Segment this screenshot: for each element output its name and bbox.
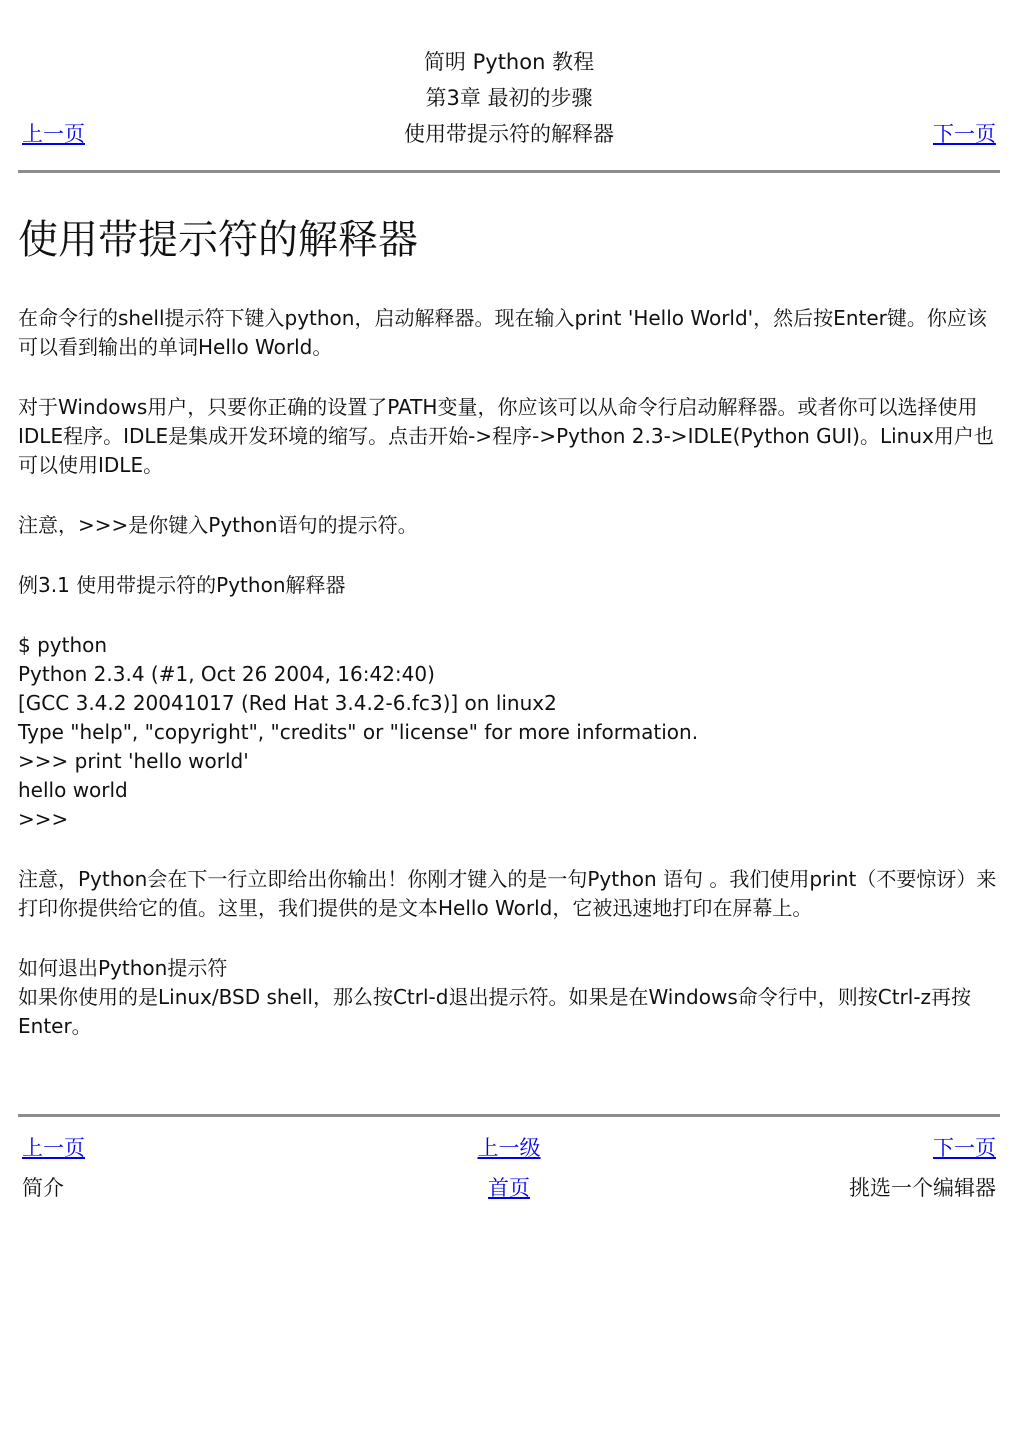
footer-prev-link[interactable]: 上一页 [22, 1136, 85, 1160]
chapter-title: 第3章 最初的步骤 [425, 86, 593, 110]
footer-divider [18, 1114, 1000, 1117]
header-nav-row [18, 116, 1000, 152]
code-line: Python 2.3.4 (#1, Oct 26 2004, 16:42:40) [18, 662, 435, 686]
header-divider [18, 170, 1000, 173]
footer-link-row [18, 1128, 1000, 1168]
example-title: 例3.1 使用带提示符的Python解释器 [18, 573, 346, 597]
footer-next-link[interactable]: 下一页 [933, 1136, 996, 1160]
intro-paragraph: 在命令行的shell提示符下键入python，启动解释器。现在输入print 'Hello World'，然后按Enter键。你应该可以看到输出的单词Hello World。 [18, 306, 987, 359]
windows-paragraph: 对于Windows用户，只要你正确的设置了PATH变量，你应该可以从命令行启动解释器。或者你可以选择使用IDLE程序。IDLE是集成开发环境的缩写。点击开始->程序->Python 2.3->IDLE(Python GUI)。Linux用户也可以使用IDLE。 [18, 395, 994, 477]
code-line: $ python [18, 633, 108, 657]
code-line: [GCC 3.4.2 20041017 (Red Hat 3.4.2-6.fc3)] on linux2 [18, 691, 557, 715]
footer-next-title: 挑选一个编辑器 [849, 1176, 996, 1200]
code-line: hello world [18, 778, 128, 802]
prompt-note-paragraph: 注意，>>>是你键入Python语句的提示符。 [18, 513, 418, 537]
exit-text: 如果你使用的是Linux/BSD shell，那么按Ctrl-d退出提示符。如果是在Windows命令行中，则按Ctrl-z再按Enter。 [18, 985, 972, 1038]
header-section-title: 使用带提示符的解释器 [404, 122, 614, 146]
footer-navigation [18, 1128, 1000, 1208]
header-next-link[interactable]: 下一页 [933, 122, 996, 146]
code-example [18, 631, 998, 834]
footer-up-link[interactable]: 上一级 [477, 1136, 541, 1160]
footer-home-link[interactable]: 首页 [488, 1176, 530, 1200]
header-prev-link[interactable]: 上一页 [22, 122, 85, 146]
header-navigation [18, 44, 1000, 152]
exit-section [18, 954, 998, 1041]
footer-prev-title: 简介 [22, 1176, 64, 1200]
book-title: 简明 Python 教程 [423, 50, 595, 74]
page-title: 使用带提示符的解释器 [18, 217, 418, 263]
footer-title-row [18, 1168, 1000, 1208]
code-line: >>> print 'hello world' [18, 749, 249, 773]
exit-heading: 如何退出Python提示符 [18, 956, 228, 980]
main-content [18, 210, 998, 1041]
output-explanation-paragraph: 注意，Python会在下一行立即给出你输出！你刚才键入的是一句Python 语句 。我们使用print（不要惊讶）来打印你提供给它的值。这里，我们提供的是文本Hello World，它被迅速地打印在屏幕上。 [18, 867, 997, 920]
code-line: Type "help", "copyright", "credits" or "license" for more information. [18, 720, 699, 744]
code-line: >>> [18, 807, 69, 831]
